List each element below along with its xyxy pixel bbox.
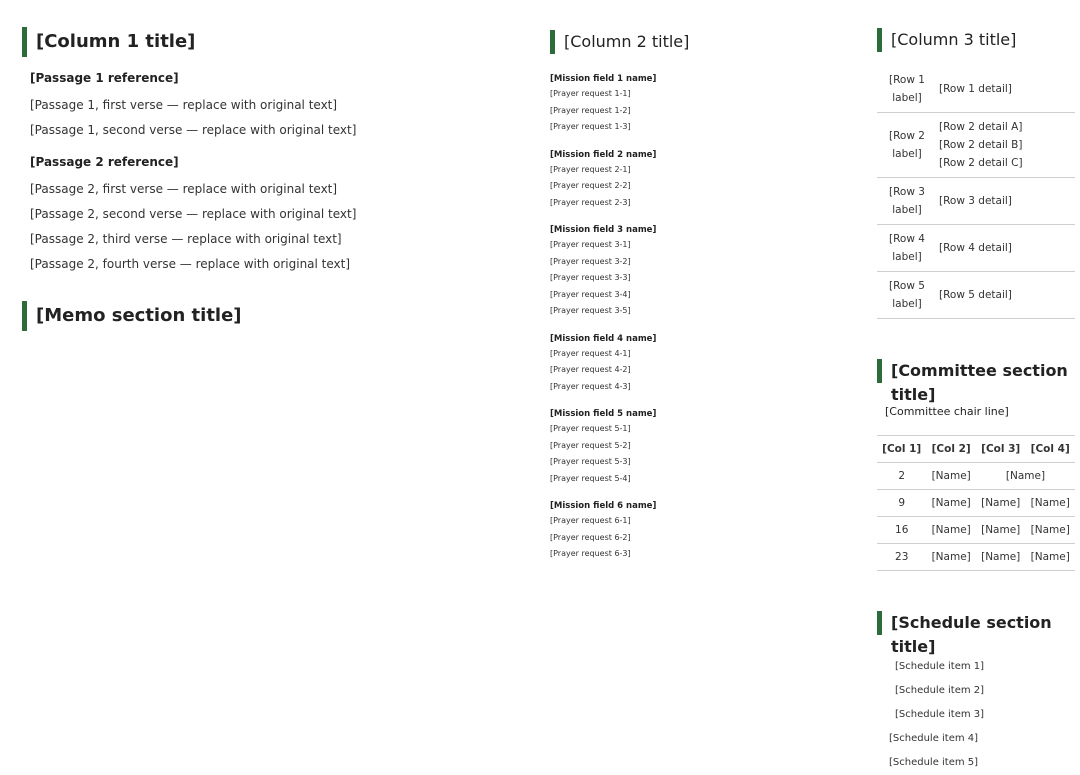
gathering-detail: [Row 2 detail A] [Row 2 detail B] [Row 2 detail C] (937, 113, 1075, 178)
table-cell: [Name] (926, 544, 976, 571)
gathering-detail: [Row 4 detail] (937, 225, 1075, 272)
schedule-item: [Schedule item 4] (889, 733, 979, 744)
table-cell: [Name] (926, 490, 976, 517)
table-cell: [Name] (926, 463, 976, 490)
table-header-row (877, 436, 1075, 463)
mission-name: [Mission field 1 name] (550, 74, 657, 84)
table-row (877, 490, 1075, 517)
prayer-item: [Prayer request 3-2] (550, 256, 631, 266)
gathering-detail: [Row 3 detail] (937, 178, 1075, 225)
schedule-list (877, 655, 1075, 775)
column-header: [Col 1] (877, 436, 926, 463)
table-cell: [Name] (1025, 490, 1075, 517)
mission-name: [Mission field 4 name] (550, 333, 657, 344)
verse: [Passage 2, fourth verse — replace with original text] (30, 257, 351, 271)
table-row (877, 272, 1075, 319)
prayer-item: [Prayer request 1-1] (550, 89, 631, 98)
schedule-item: [Schedule item 5] (889, 757, 979, 768)
prayer-item: [Prayer request 2-1] (550, 164, 631, 174)
table-cell: 9 (877, 490, 926, 517)
column-header: [Col 3] (976, 436, 1026, 463)
table-row (877, 544, 1075, 571)
mission-name: [Mission field 3 name] (550, 225, 657, 235)
verse: [Passage 1, second verse — replace with original text] (30, 123, 357, 137)
mission-group (550, 72, 860, 136)
prayer-item: [Prayer request 6-3] (550, 549, 631, 558)
mission-group (550, 148, 860, 212)
committee-title: [Committee section title] (877, 359, 1075, 383)
column-header: [Col 2] (926, 436, 976, 463)
passage-1 (22, 69, 512, 141)
schedule-title: [Schedule section title] (877, 611, 1075, 635)
gatherings-table (877, 66, 1075, 319)
prayer-item: [Prayer request 3-1] (550, 240, 631, 249)
gatherings-title: [Column 3 title] (877, 28, 1075, 52)
mission-group (550, 407, 860, 487)
prayer-item: [Prayer request 1-2] (550, 105, 631, 115)
verse: [Passage 2, first verse — replace with original text] (30, 182, 338, 196)
prayer-item: [Prayer request 1-3] (550, 122, 631, 131)
mission-list (550, 72, 860, 563)
schedule-item: [Schedule item 3] (895, 709, 985, 720)
prayer-item: [Prayer request 5-2] (550, 440, 631, 450)
table-cell: 23 (877, 544, 926, 571)
prayer-item: [Prayer request 5-1] (550, 424, 631, 433)
prayer-item: [Prayer request 4-3] (550, 381, 631, 391)
table-cell: [Name] (926, 517, 976, 544)
table-row (877, 66, 1075, 113)
mission-group (550, 223, 860, 320)
table-row (877, 178, 1075, 225)
mission-name: [Mission field 2 name] (550, 149, 657, 160)
prayer-item: [Prayer request 2-2] (550, 181, 631, 190)
word-title: [Column 1 title] (22, 27, 512, 57)
table-row (877, 225, 1075, 272)
prayer-item: [Prayer request 2-3] (550, 197, 631, 207)
table-cell: [Name] (1025, 544, 1075, 571)
table-cell: 2 (877, 463, 926, 490)
missions-column (550, 0, 860, 575)
mission-name: [Mission field 5 name] (550, 409, 657, 419)
mission-group (550, 332, 860, 396)
prayer-item: [Prayer request 6-1] (550, 516, 631, 525)
verse: [Passage 2, third verse — replace with original text] (30, 232, 342, 246)
schedule-item: [Schedule item 2] (895, 685, 985, 696)
word-column (22, 0, 512, 331)
prayer-item: [Prayer request 3-5] (550, 306, 631, 315)
prayer-item: [Prayer request 3-4] (550, 289, 631, 299)
table-cell: [Name] (1025, 517, 1075, 544)
mission-group (550, 499, 860, 563)
gathering-detail: [Row 5 detail] (937, 272, 1075, 319)
table-cell: [Name] (976, 544, 1026, 571)
prayer-item: [Prayer request 5-3] (550, 457, 631, 466)
committee-table (877, 435, 1075, 571)
passage-2 (22, 153, 512, 275)
table-row (877, 463, 1075, 490)
column-header: [Col 4] (1025, 436, 1075, 463)
missions-title: [Column 2 title] (550, 30, 860, 54)
table-cell: [Name] (976, 463, 1075, 490)
prayer-item: [Prayer request 3-3] (550, 273, 631, 282)
gathering-label: [Row 5 label] (877, 272, 937, 319)
passage-reference: [Passage 2 reference] (30, 155, 179, 169)
verse: [Passage 1, first verse — replace with original text] (30, 98, 338, 112)
table-row (877, 113, 1075, 178)
gathering-detail: [Row 1 detail] (937, 66, 1075, 113)
prayer-item: [Prayer request 4-1] (550, 348, 631, 358)
gathering-label: [Row 1 label] (877, 66, 937, 113)
verse: [Passage 2, second verse — replace with original text] (30, 207, 357, 221)
memo-title: [Memo section title] (22, 301, 512, 331)
prayer-item: [Prayer request 4-2] (550, 365, 631, 374)
table-row (877, 517, 1075, 544)
table-cell: [Name] (976, 517, 1026, 544)
mission-name: [Mission field 6 name] (550, 501, 657, 511)
table-cell: [Name] (976, 490, 1026, 517)
gathering-label: [Row 4 label] (877, 225, 937, 272)
gathering-label: [Row 3 label] (877, 178, 937, 225)
schedule-item: [Schedule item 1] (895, 661, 985, 672)
prayer-item: [Prayer request 5-4] (550, 473, 631, 483)
info-column (877, 0, 1075, 775)
passage-reference: [Passage 1 reference] (30, 71, 179, 85)
prayer-item: [Prayer request 6-2] (550, 532, 631, 542)
table-cell: 16 (877, 517, 926, 544)
gathering-label: [Row 2 label] (877, 113, 937, 178)
committee-chair: [Committee chair line] (885, 405, 1009, 418)
